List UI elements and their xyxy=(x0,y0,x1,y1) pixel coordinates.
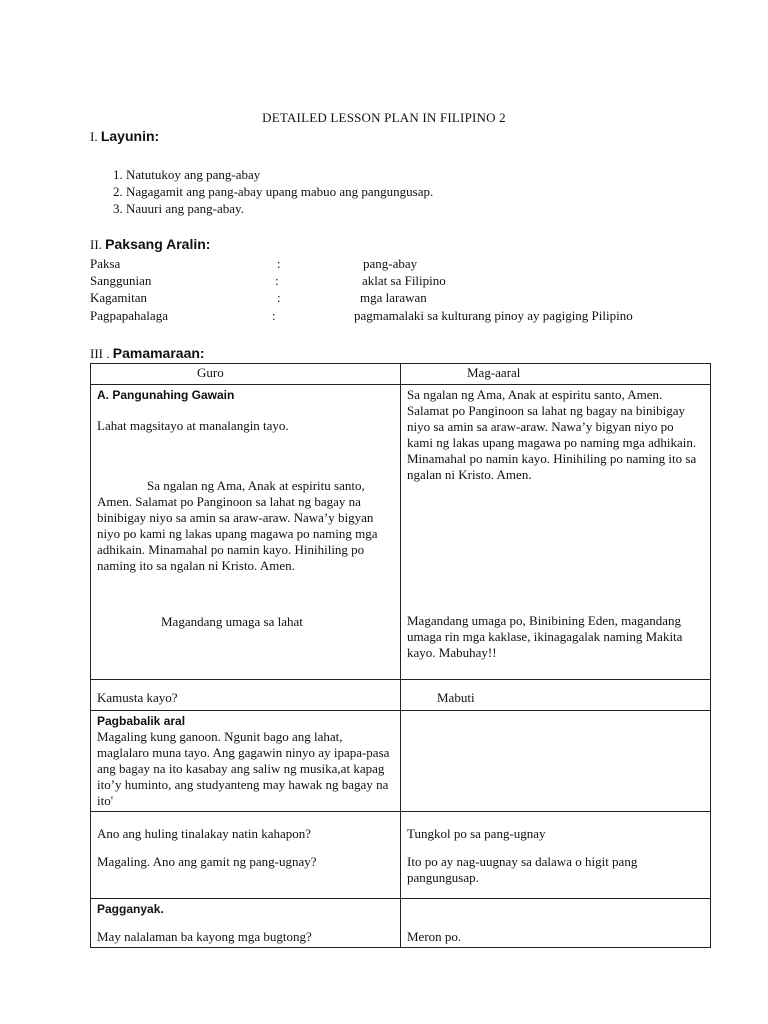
paksa-label: Sanggunian xyxy=(90,273,152,288)
mag-aaral-cell xyxy=(401,385,711,680)
section-paksang-aralin-heading xyxy=(90,236,210,253)
table-row xyxy=(91,899,711,948)
lesson-procedure-table xyxy=(90,363,711,948)
guro-question: May nalalaman ba kayong mga bugtong? xyxy=(97,929,312,944)
objective-item: 1. Natutukoy ang pang-abay xyxy=(113,167,261,182)
guro-cell: Kamusta kayo? xyxy=(91,680,401,711)
table-row xyxy=(91,812,711,899)
paksa-row xyxy=(90,290,730,307)
paksa-value: aklat sa Filipino xyxy=(362,273,446,288)
objective-item: 3. Nauuri ang pang-abay. xyxy=(113,201,244,216)
mag-aaral-answer: Ito po ay nag-uugnay sa dalawa o higit pang pangungusap. xyxy=(407,854,638,885)
paksa-label: Kagamitan xyxy=(90,290,148,305)
mag-aaral-answer: Tungkol po sa pang-ugnay xyxy=(407,826,546,841)
header-guro-label: Guro xyxy=(197,365,224,380)
row-heading: Pagbabalik aral xyxy=(97,714,186,728)
table-row xyxy=(91,385,711,680)
section-layunin-heading xyxy=(90,128,159,145)
paksa-value: mga larawan xyxy=(360,290,427,305)
paksa-separator: : xyxy=(277,256,281,271)
guro-cell xyxy=(91,711,401,812)
section-label: Pamamaraan: xyxy=(112,345,205,361)
header-guro xyxy=(91,364,401,385)
mag-aaral-prayer: Sa ngalan ng Ama, Anak at espiritu santo, Amen. Salamat po Panginoon sa lahat ng bagay na binibigay niyo sa amin sa araw-araw. Nawa’y bigyan niyo po kami ng lakas upang magawa po naming mga adhikain. Minamahal po namin kayo. Hinihiling po naming ito sa ngalan ni Kristo. Amen. xyxy=(407,387,697,482)
guro-cell xyxy=(91,385,401,680)
guro-cell xyxy=(91,899,401,948)
section-number: II. xyxy=(90,237,102,252)
section-label: Paksang Aralin: xyxy=(105,236,211,252)
paksa-row xyxy=(90,273,730,290)
paksa-separator: : xyxy=(277,290,281,305)
paksa-row xyxy=(90,308,730,325)
row-heading: A. Pangunahing Gawain xyxy=(97,388,235,402)
paksa-separator: : xyxy=(272,308,276,323)
mag-aaral-cell xyxy=(401,711,711,812)
mag-aaral-answer: Meron po. xyxy=(407,929,462,944)
mag-aaral-greeting: Magandang umaga po, Binibining Eden, magandang umaga rin mga kaklase, ikinagagalak naming Makita kayo. Mabuhay!! xyxy=(407,613,683,660)
mag-aaral-cell: Mabuti xyxy=(401,680,711,711)
paksa-separator: : xyxy=(275,273,279,288)
paksa-row xyxy=(90,256,730,273)
table-row xyxy=(91,680,711,711)
guro-text: Lahat magsitayo at manalangin tayo. xyxy=(97,418,289,433)
guro-greeting: Magandang umaga sa lahat xyxy=(161,614,303,629)
mag-aaral-cell xyxy=(401,899,711,948)
section-label: Layunin: xyxy=(100,128,160,144)
paksa-value: pang-abay xyxy=(363,256,418,271)
objective-item: 2. Nagagamit ang pang-abay upang mabuo ang pangungusap. xyxy=(113,184,434,199)
guro-prayer: Sa ngalan ng Ama, Anak at espiritu santo, Amen. Salamat po Panginoon sa lahat ng bagay na binibigay niyo sa amin sa araw-araw. Nawa’y bigyan niyo po kami ng lakas upang magawa po naming mga adhikain. Minamahal po namin kayo. Hinihiling po naming ito sa ngalan ni Kristo. Amen. xyxy=(97,478,378,573)
section-number: III . xyxy=(90,346,110,361)
header-mag-aaral xyxy=(401,364,711,385)
section-pamamaraan-heading xyxy=(90,345,205,362)
guro-text: Magaling kung ganoon. Ngunit bago ang lahat, maglalaro muna tayo. Ang gagawin ninyo ay ipapa-pasa ang bagay na ito kasabay ang saliw ng musika,at kapag ito’y huminto, ang studyanteng may hawak ng bagay na ito' xyxy=(97,729,390,808)
document-title: DETAILED LESSON PLAN IN FILIPINO 2 xyxy=(262,110,506,125)
table-header-row xyxy=(91,364,711,385)
table-row xyxy=(91,711,711,812)
section-number: I. xyxy=(90,129,98,144)
guro-question: Ano ang huling tinalakay natin kahapon? xyxy=(97,826,312,841)
mag-aaral-cell xyxy=(401,812,711,899)
header-mag-aaral-label: Mag-aaral xyxy=(467,365,521,380)
paksa-label: Pagpapahalaga xyxy=(90,308,168,323)
guro-question: Magaling. Ano ang gamit ng pang-ugnay? xyxy=(97,854,317,869)
row-heading: Pagganyak. xyxy=(97,902,164,916)
paksa-label: Paksa xyxy=(90,256,121,271)
paksa-value: pagmamalaki sa kulturang pinoy ay pagiging Pilipino xyxy=(354,308,633,323)
guro-cell xyxy=(91,812,401,899)
